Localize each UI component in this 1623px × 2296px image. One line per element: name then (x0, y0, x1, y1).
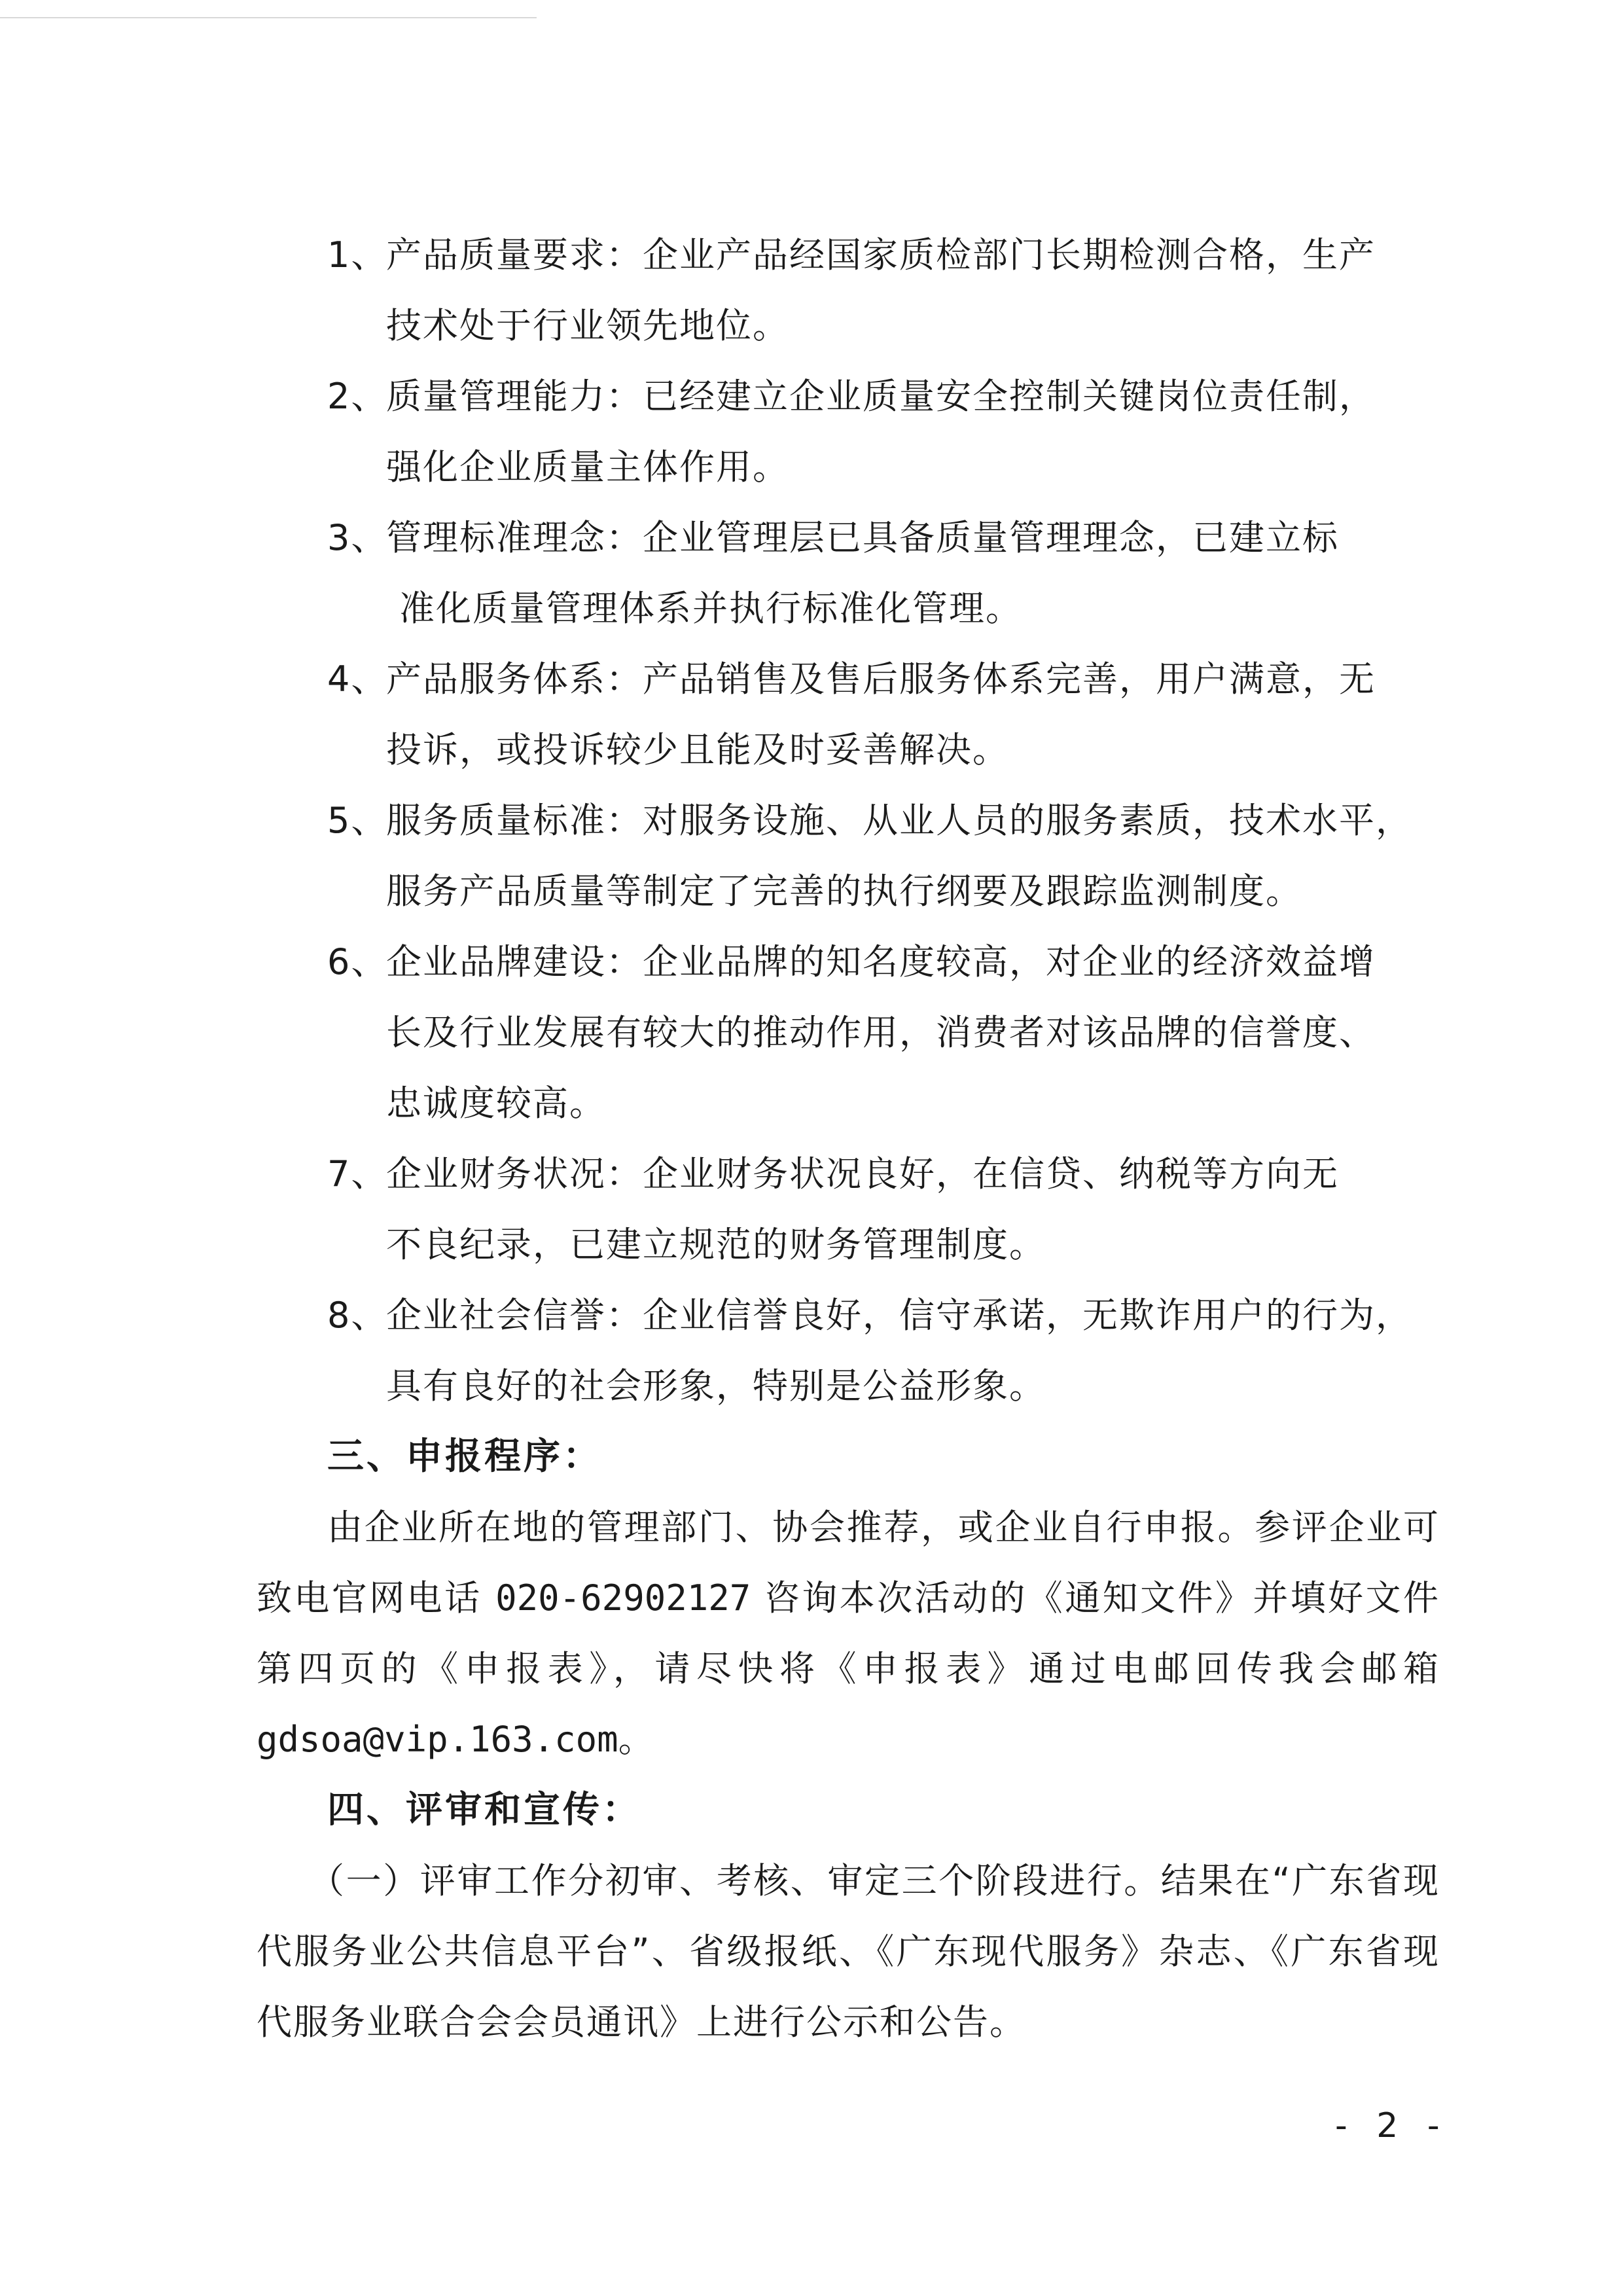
item-number: 1、 (327, 234, 388, 276)
list-item (327, 220, 1440, 361)
item-number: 3、 (327, 517, 388, 558)
section-paragraph: （一）评审工作分初审、考核、审定三个阶段进行。结果在“广东省现代服务业公共信息平台”、省级报纸、《广东现代服务》杂志、《广东省现代服务业联合会会员通讯》上进行公示和公告。 (257, 1860, 1440, 2043)
item-line: 管理标准理念：企业管理层已具备质量管理理念，已建立标 (386, 517, 1339, 558)
item-number: 8、 (327, 1295, 388, 1336)
item-number: 4、 (327, 658, 388, 700)
item-line: 具有良好的社会形象，特别是公益形象。 (386, 1365, 1046, 1407)
item-line: 企业品牌建设：企业品牌的知名度较高，对企业的经济效益增 (386, 941, 1376, 982)
section-paragraph (257, 1492, 1440, 1775)
item-line: 准化质量管理体系并执行标准化管理。 (399, 588, 1022, 629)
list-item (327, 361, 1440, 503)
email-address: gdsoa@vip.163.com (257, 1719, 618, 1760)
paragraph-text: 咨询本次活动的《通知文件》并填好文件第四页的《申报表》，请尽快将《申报表》通过电邮回传我会邮箱 (257, 1577, 1440, 1689)
item-line: 企业社会信誉：企业信誉良好，信守承诺，无欺诈用户的行为， (386, 1295, 1412, 1336)
item-number: 7、 (327, 1153, 388, 1194)
page-number: - 2 - (1335, 2106, 1449, 2145)
item-line: 质量管理能力：已经建立企业质量安全控制关键岗位责任制， (386, 376, 1376, 417)
section-heading: 四、评审和宣传： (327, 1789, 641, 1831)
scan-edge-line (0, 17, 537, 18)
list-item (327, 1139, 1440, 1280)
list-item (327, 644, 1440, 785)
item-line: 服务质量标准：对服务设施、从业人员的服务素质，技术水平， (386, 800, 1412, 841)
list-item (327, 927, 1440, 1139)
paragraph-text: 。 (618, 1719, 655, 1760)
item-line: 技术处于行业领先地位。 (386, 305, 789, 346)
item-number: 2、 (327, 376, 388, 417)
section-heading: 三、申报程序： (327, 1435, 602, 1478)
item-line: 企业财务状况：企业财务状况良好，在信贷、纳税等方向无 (386, 1153, 1339, 1194)
item-line: 投诉，或投诉较少且能及时妥善解决。 (386, 729, 1009, 770)
phone-number: 020-62902127 (495, 1577, 751, 1619)
list-item (327, 785, 1440, 927)
item-line: 强化企业质量主体作用。 (386, 446, 789, 488)
paragraph-text: 由企业所在地的管理部门、协会推荐，或企业自行申报。参评企业可致电官网电话 (257, 1507, 1440, 1619)
item-line: 忠诚度较高。 (386, 1083, 606, 1124)
list-item (327, 1280, 1440, 1422)
item-number: 6、 (327, 941, 388, 982)
item-line: 服务产品质量等制定了完善的执行纲要及跟踪监测制度。 (386, 870, 1302, 912)
list-item (327, 503, 1440, 644)
item-number: 5、 (327, 800, 388, 841)
item-line: 产品质量要求：企业产品经国家质检部门长期检测合格，生产 (386, 234, 1376, 276)
item-line: 不良纪录，已建立规范的财务管理制度。 (386, 1224, 1046, 1265)
item-line: 产品服务体系：产品销售及售后服务体系完善，用户满意，无 (386, 658, 1376, 700)
item-line: 长及行业发展有较大的推动作用，消费者对该品牌的信誉度、 (386, 1012, 1376, 1053)
